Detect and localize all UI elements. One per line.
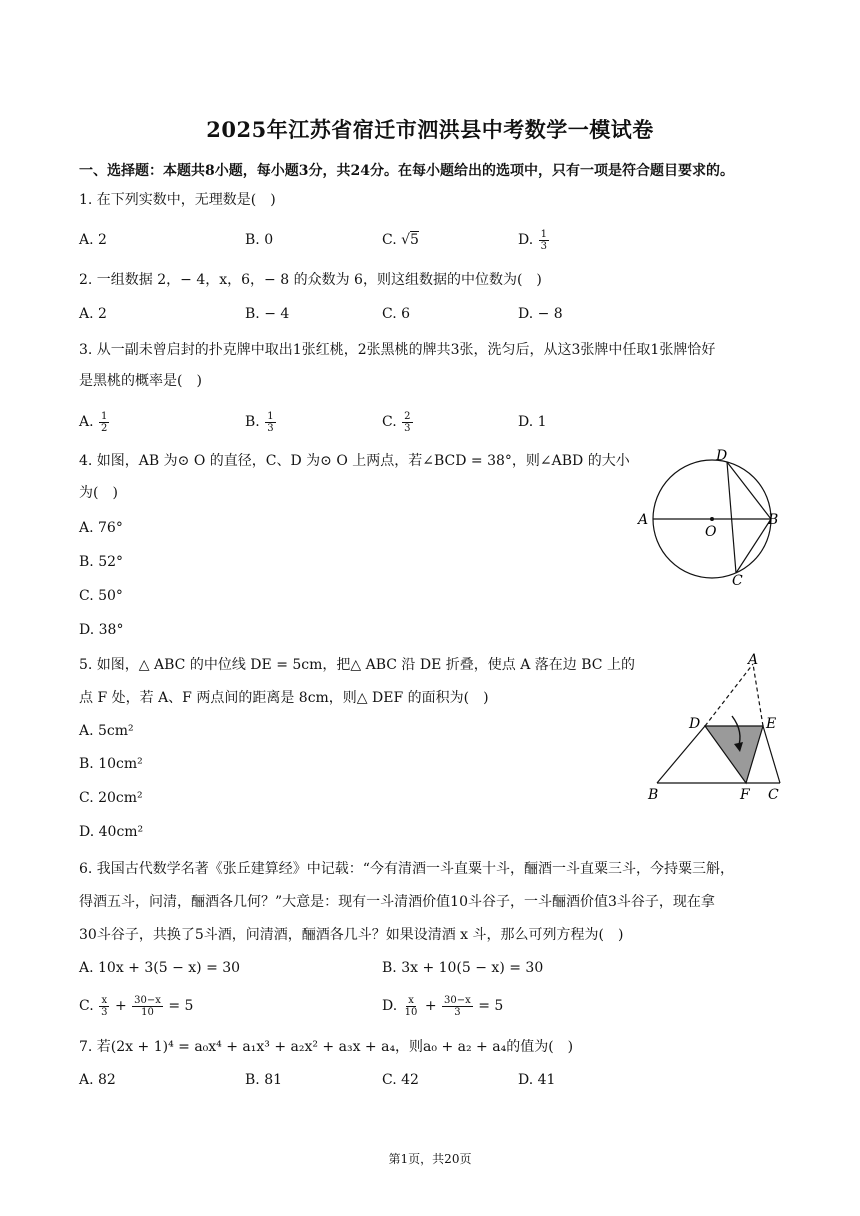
question-6-stem-line-2: 得酒五斗，问清，酾酒各几何？”大意是：现有一斗清酒价值10斗谷子，一斗酾酒价值3斗谷子，现在拿 bbox=[79, 894, 715, 910]
fraction: $\frac{1}{3}$ bbox=[540, 228, 548, 252]
q1-option-a: A. 2 bbox=[79, 232, 107, 248]
label-d: D bbox=[689, 716, 701, 732]
question-4-stem-line-2: 为( ) bbox=[79, 485, 118, 501]
page-title: 2025年江苏省宿迁市泗洪县中考数学一模试卷 bbox=[206, 117, 654, 142]
section-heading: 一、选择题：本题共8小题，每小题3分，共24分。在每小题给出的选项中，只有一项是符合题目要求的。 bbox=[79, 163, 734, 179]
label-b: B bbox=[648, 787, 659, 803]
q3-option-c: C. $\frac{2}{3}$ bbox=[382, 410, 411, 434]
question-2-stem: 2. 一组数据 2，− 4，x，6，− 8 的众数为 6，则这组数据的中位数为( ) bbox=[79, 272, 542, 288]
question-1-stem: 1. 在下列实数中，无理数是( ) bbox=[79, 192, 276, 208]
chord-bd bbox=[727, 462, 771, 519]
q5-option-d: D. 40cm² bbox=[79, 824, 144, 840]
label-a: A bbox=[638, 512, 649, 528]
fraction: $\frac{1}{3}$ bbox=[267, 410, 274, 434]
label-c: C bbox=[768, 787, 779, 803]
q4-circle-figure bbox=[636, 444, 786, 589]
q3-option-a: A. $\frac{1}{2}$ bbox=[79, 410, 108, 434]
fraction: $\frac{30-x}{10}$ bbox=[134, 994, 161, 1018]
q4-option-a: A. 76° bbox=[79, 520, 123, 536]
center-point bbox=[710, 517, 714, 521]
fraction: $\frac{1}{2}$ bbox=[101, 410, 108, 434]
q6-option-c: C. $\frac{x}{3}$ + $\frac{30-x}{10}$ = 5 bbox=[79, 994, 194, 1018]
page-footer: 第1页，共20页 bbox=[388, 1152, 472, 1166]
question-3-stem-line-1: 3. 从一副未曾启封的扑克牌中取出1张红桃，2张黑桃的牌共3张，洗匀后，从这3张牌中任取1张牌恰好 bbox=[79, 342, 716, 358]
side-bd bbox=[657, 726, 705, 783]
chord-dc bbox=[727, 462, 736, 573]
chord-bc bbox=[736, 519, 771, 573]
fraction: $\frac{x}{10}$ bbox=[404, 994, 418, 1018]
dashed-ea bbox=[753, 664, 763, 726]
label-e: E bbox=[766, 716, 777, 732]
q2-option-b: B. − 4 bbox=[245, 306, 290, 322]
q3-option-b: B. $\frac{1}{3}$ bbox=[245, 410, 274, 434]
q6-option-d: D. $\frac{x}{10}$ + $\frac{30-x}{3}$ = 5 bbox=[382, 994, 504, 1018]
label-d: D bbox=[716, 448, 728, 464]
fraction: $\frac{x}{3}$ bbox=[101, 994, 108, 1018]
question-6-stem-line-3: 30斗谷子，共换了5斗酒，问清酒，酾酒各几斗？如果设清酒 x 斗，那么可列方程为( ) bbox=[79, 927, 624, 943]
q1-option-b: B. 0 bbox=[245, 232, 274, 248]
q7-option-c: C. 42 bbox=[382, 1072, 419, 1088]
q3-option-d: D. 1 bbox=[518, 414, 547, 430]
sqrt-radicand: 5 bbox=[410, 232, 419, 248]
q7-option-b: B. 81 bbox=[245, 1072, 283, 1088]
question-4-stem-line-1: 4. 如图，AB 为⊙ O 的直径，C、D 为⊙ O 上两点，若∠BCD = 38°，则∠ABD 的大小 bbox=[79, 453, 630, 469]
q5-option-c: C. 20cm² bbox=[79, 790, 143, 806]
q4-option-c: C. 50° bbox=[79, 588, 123, 604]
question-3-stem-line-2: 是黑桃的概率是( ) bbox=[79, 373, 202, 389]
q7-option-a: A. 82 bbox=[79, 1072, 116, 1088]
dashed-da bbox=[705, 664, 753, 726]
q6-option-a: A. 10x + 3(5 − x) = 30 bbox=[79, 960, 241, 976]
label-o: O bbox=[705, 524, 717, 540]
label-a: A bbox=[748, 652, 759, 668]
q7-option-d: D. 41 bbox=[518, 1072, 556, 1088]
question-5-stem-line-2: 点 F 处，若 A、F 两点间的距离是 8cm，则△ DEF 的面积为( ) bbox=[79, 690, 489, 706]
label-c: C bbox=[732, 573, 743, 589]
q5-option-b: B. 10cm² bbox=[79, 756, 143, 772]
triangle-def-shaded bbox=[705, 726, 763, 783]
question-7-stem: 7. 若(2x + 1)⁴ = a₀x⁴ + a₁x³ + a₂x² + a₃x + a₄，则a₀ + a₂ + a₄的值为( ) bbox=[79, 1039, 574, 1055]
question-6-stem-line-1: 6. 我国古代数学名著《张丘建算经》中记载：“今有清酒一斗直粟十斗，酾酒一斗直粟三斗，今持粟三斛， bbox=[79, 861, 734, 877]
fraction: $\frac{30-x}{3}$ bbox=[444, 994, 471, 1018]
q5-option-a: A. 5cm² bbox=[79, 723, 134, 739]
q2-option-a: A. 2 bbox=[79, 306, 107, 322]
q1-option-c: C. √5 bbox=[382, 232, 419, 248]
q2-option-d: D. − 8 bbox=[518, 306, 563, 322]
side-ec bbox=[763, 726, 780, 783]
q2-option-c: C. 6 bbox=[382, 306, 411, 322]
label-b: B bbox=[768, 512, 779, 528]
q4-option-d: D. 38° bbox=[79, 622, 124, 638]
q6-option-b: B. 3x + 10(5 − x) = 30 bbox=[382, 960, 544, 976]
label-f: F bbox=[740, 787, 750, 803]
q4-option-b: B. 52° bbox=[79, 554, 124, 570]
fraction: $\frac{2}{3}$ bbox=[404, 410, 411, 434]
question-5-stem-line-1: 5. 如图，△ ABC 的中位线 DE = 5cm，把△ ABC 沿 DE 折叠，使点 A 落在边 BC 上的 bbox=[79, 657, 635, 673]
q5-triangle-figure bbox=[640, 652, 790, 804]
q1-option-d: D. $\frac{1}{3}$ bbox=[518, 228, 548, 252]
